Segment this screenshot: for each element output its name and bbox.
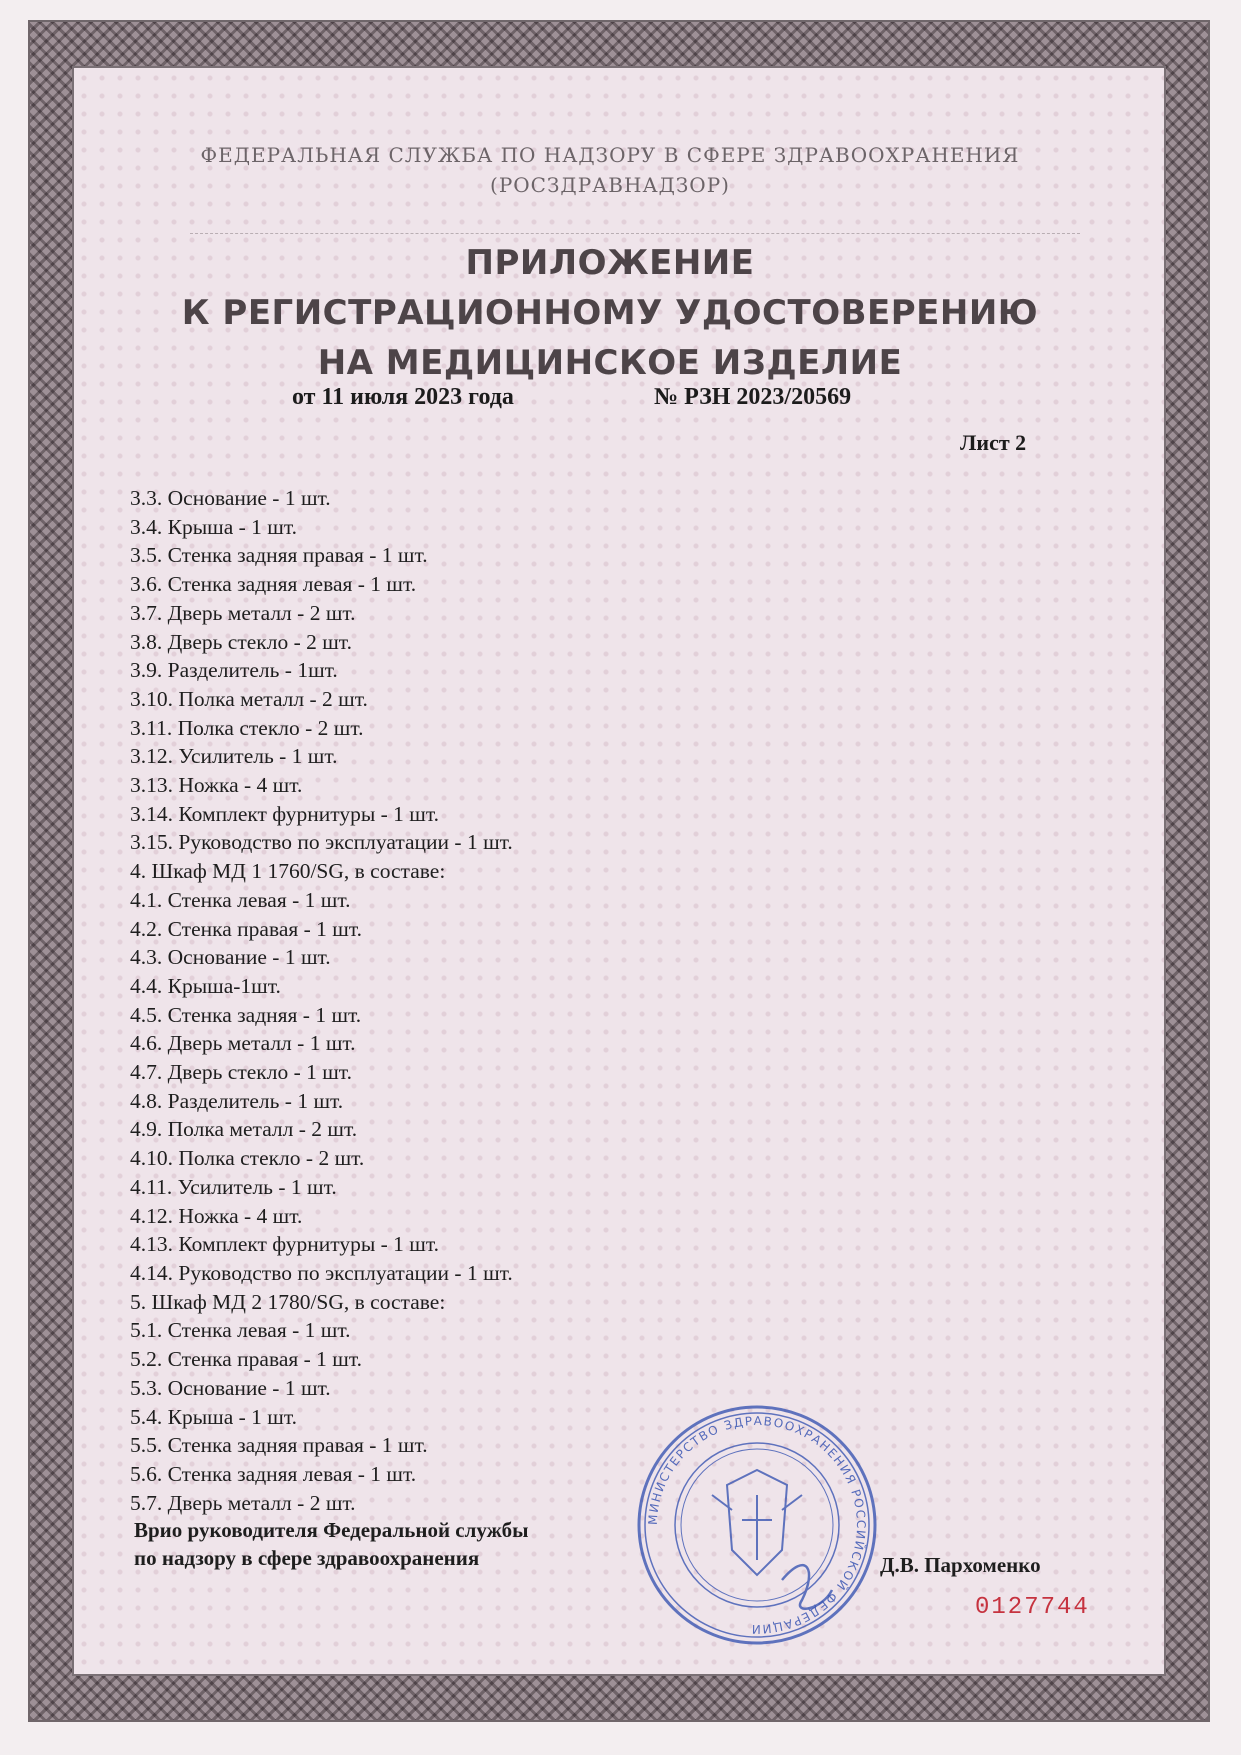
list-item: 5.1. Стенка левая - 1 шт. — [130, 1318, 351, 1343]
signatory-position-line-2: по надзору в сфере здравоохранения — [134, 1546, 480, 1570]
list-item: 3.15. Руководство по эксплуатации - 1 шт. — [130, 830, 513, 855]
sheet-number: Лист 2 — [960, 430, 1027, 455]
title-line-2: К РЕГИСТРАЦИОННОМУ УДОСТОВЕРЕНИЮ — [181, 293, 1039, 333]
list-item: 4.10. Полка стекло - 2 шт. — [130, 1146, 365, 1171]
list-item: 4.6. Дверь металл - 1 шт. — [130, 1031, 356, 1056]
list-item: 3.8. Дверь стекло - 2 шт. — [130, 629, 352, 654]
list-item: 5.6. Стенка задняя левая - 1 шт. — [130, 1461, 417, 1486]
agency-short-name: (РОСЗДРАВНАДЗОР) — [490, 173, 730, 197]
list-item: 5.5. Стенка задняя правая - 1 шт. — [130, 1433, 428, 1458]
list-item: 4.8. Разделитель - 1 шт. — [130, 1088, 344, 1113]
serial-number: 0127744 — [975, 1594, 1090, 1621]
issue-date: от 11 июля 2023 года — [292, 384, 514, 410]
list-item: 4.3. Основание - 1 шт. — [130, 945, 331, 970]
agency-name: ФЕДЕРАЛЬНАЯ СЛУЖБА ПО НАДЗОРУ В СФЕРЕ ЗДРАВООХРАНЕНИЯ — [200, 143, 1020, 167]
document-title — [100, 238, 1120, 388]
list-item: 3.12. Усилитель - 1 шт. — [130, 744, 338, 769]
list-item: 3.11. Полка стекло - 2 шт. — [130, 715, 364, 740]
registration-number: № РЗН 2023/20569 — [654, 384, 852, 410]
header-divider — [190, 233, 1080, 234]
list-item: 4.7. Дверь стекло - 1 шт. — [130, 1060, 352, 1085]
signatory-name: Д.В. Пархоменко — [880, 1553, 1041, 1577]
list-item: 4.5. Стенка задняя - 1 шт. — [130, 1002, 362, 1027]
list-item: 4.11. Усилитель - 1 шт. — [130, 1174, 337, 1199]
list-item: 4.9. Полка металл - 2 шт. — [130, 1117, 358, 1142]
list-item: 4.4. Крыша-1шт. — [130, 973, 281, 998]
list-item: 3.4. Крыша - 1 шт. — [130, 514, 298, 539]
components-list — [130, 484, 830, 1517]
seal-text-path: МИНИСТЕРСТВО ЗДРАВООХРАНЕНИЯ РОССИЙСКОЙ ФЕДЕРАЦИИ — [645, 1413, 869, 1637]
list-item: 4.13. Комплект фурнитуры - 1 шт. — [130, 1232, 440, 1257]
list-item: 5.4. Крыша - 1 шт. — [130, 1404, 298, 1429]
official-seal-icon — [632, 1400, 882, 1650]
list-item: 3.9. Разделитель - 1шт. — [130, 658, 338, 683]
list-item: 3.6. Стенка задняя левая - 1 шт. — [130, 572, 417, 597]
list-item: 4.2. Стенка правая - 1 шт. — [130, 916, 363, 941]
list-item: 5.3. Основание - 1 шт. — [130, 1375, 331, 1400]
signatory-position-line-1: Врио руководителя Федеральной службы — [134, 1518, 529, 1542]
list-item: 3.3. Основание - 1 шт. — [130, 486, 331, 510]
list-item: 3.13. Ножка - 4 шт. — [130, 773, 303, 798]
list-item: 4.14. Руководство по эксплуатации - 1 шт. — [130, 1260, 513, 1285]
list-item: 5. Шкаф МД 2 1780/SG, в составе: — [130, 1289, 446, 1314]
list-item: 4.1. Стенка левая - 1 шт. — [130, 887, 351, 912]
list-item: 5.7. Дверь металл - 2 шт. — [130, 1490, 356, 1515]
title-line-1: ПРИЛОЖЕНИЕ — [465, 243, 755, 283]
list-item: 3.14. Комплект фурнитуры - 1 шт. — [130, 801, 440, 826]
list-item: 4. Шкаф МД 1 1760/SG, в составе: — [130, 859, 446, 884]
list-item: 3.10. Полка металл - 2 шт. — [130, 686, 368, 711]
title-line-3: НА МЕДИЦИНСКОЕ ИЗДЕЛИЕ — [317, 343, 903, 383]
list-item: 3.7. Дверь металл - 2 шт. — [130, 600, 356, 625]
list-item: 3.5. Стенка задняя правая - 1 шт. — [130, 543, 428, 568]
signatory-position — [134, 1516, 528, 1572]
list-item: 4.12. Ножка - 4 шт. — [130, 1203, 303, 1228]
list-item: 5.2. Стенка правая - 1 шт. — [130, 1347, 363, 1372]
agency-header — [100, 140, 1120, 200]
